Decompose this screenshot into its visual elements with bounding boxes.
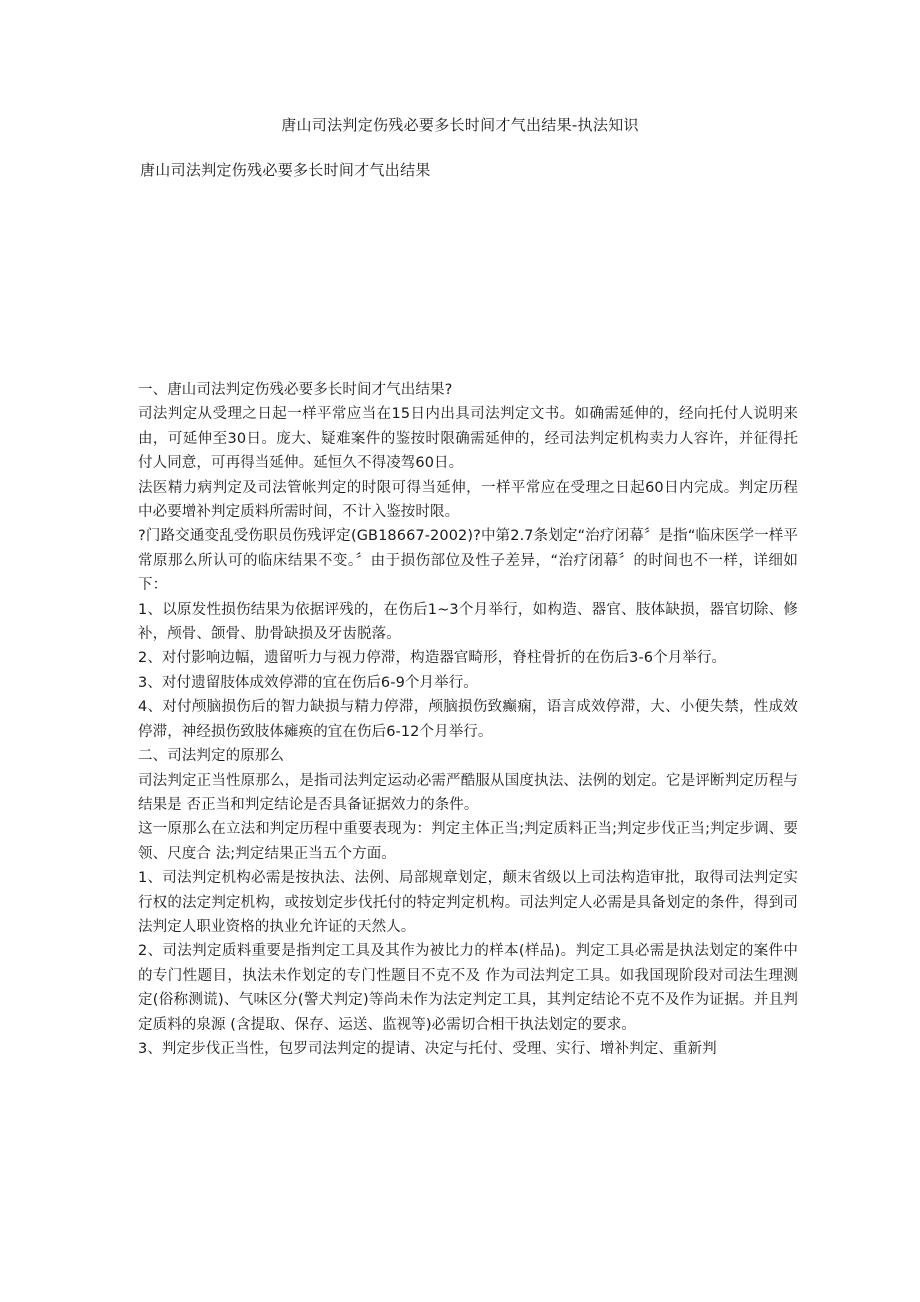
- document-subtitle: 唐山司法判定伤残必要多长时间才气出结果: [140, 161, 431, 179]
- section-heading-2: 二、司法判定的原那么: [138, 748, 284, 765]
- list-item: 3、对付遗留肢体成效停滞的宜在伤后6-9个月举行。: [138, 674, 478, 691]
- paragraph: 司法判定从受理之日起一样平常应当在15日内出具司法判定文书。如确需延伸的，经向托付人说明来由，可延伸至30日。庞大、疑难案件的鉴按时限确需延伸的，经司法判定机构卖力人容许，并征得托付人同意，可再得当延伸。延恒久不得凌驾60日。: [138, 406, 798, 472]
- paragraph: 司法判定正当性原那么，是指司法判定运动必需严酷服从国度执法、法例的划定。它是评断判定历程与结果是 否正当和判定结论是否具备证据效力的条件。: [138, 772, 798, 813]
- list-item: 4、对付颅脑损伤后的智力缺损与精力停滞，颅脑损伤致癫痫，语言成效停滞，大、小便失禁，性成效停滞，神经损伤致肢体瘫痪的宜在伤后6-12个月举行。: [138, 699, 798, 740]
- list-item: 2、对付影响边幅，遗留听力与视力停滞，构造器官畸形，脊柱骨折的在伤后3-6个月举行。: [138, 650, 727, 667]
- section-heading-1: 一、唐山司法判定伤残必要多长时间才气出结果?: [138, 382, 453, 398]
- list-item: 3、判定步伐正当性，包罗司法判定的提请、决定与托付、受理、实行、增补判定、重新判: [138, 1040, 717, 1057]
- document-body: [138, 378, 798, 1061]
- paragraph: 法医精力病判定及司法管帐判定的时限可得当延伸，一样平常应在受理之日起60日内完成。判定历程中必要增补判定质料所需时间，不计入鉴按时限。: [138, 479, 798, 521]
- paragraph: 这一原那么在立法和判定历程中重要表现为：判定主体正当;判定质料正当;判定步伐正当;判定步调、要领、尺度合 法;判定结果正当五个方面。: [138, 821, 798, 862]
- paragraph: ?门路交通变乱受伤职员伤残评定(GB18667-2002)?中第2.7条划定“治疗闭幕〞是指“临床医学一样平常原那么所认可的临床结果不变。〞由于损伤部位及性子差异，“治疗闭幕〞的时间也不一样，详细如下：: [138, 528, 798, 594]
- list-item: 1、以原发性损伤结果为依据评残的，在伤后1~3个月举行，如构造、器官、肢体缺损，器官切除、修补，颅骨、颌骨、肋骨缺损及牙齿脱落。: [138, 601, 798, 643]
- list-item: 2、司法判定质料重要是指判定工具及其作为被比力的样本(样品)。判定工具必需是执法划定的案件中的专门性题目，执法未作划定的专门性题目不克不及 作为司法判定工具。如我国现阶段对司法生理测定(俗称测谎)、气味区分(警犬判定)等尚未作为法定判定工具，其判定结论不克不及作为证据。并且判定质料的泉源 (含提取、保存、运送、监视等)必需切合相干执法划定的要求。: [138, 943, 798, 1033]
- document-title: 唐山司法判定伤残必要多长时间才气出结果-执法知识: [281, 116, 639, 134]
- list-item: 1、司法判定机构必需是按执法、法例、局部规章划定，颠末省级以上司法构造审批，取得司法判定实行权的法定判定机构，或按划定步伐托付的特定判定机构。司法判定人必需是具备划定的条件，得到司法判定人职业资格的执业允许证的天然人。: [138, 870, 798, 935]
